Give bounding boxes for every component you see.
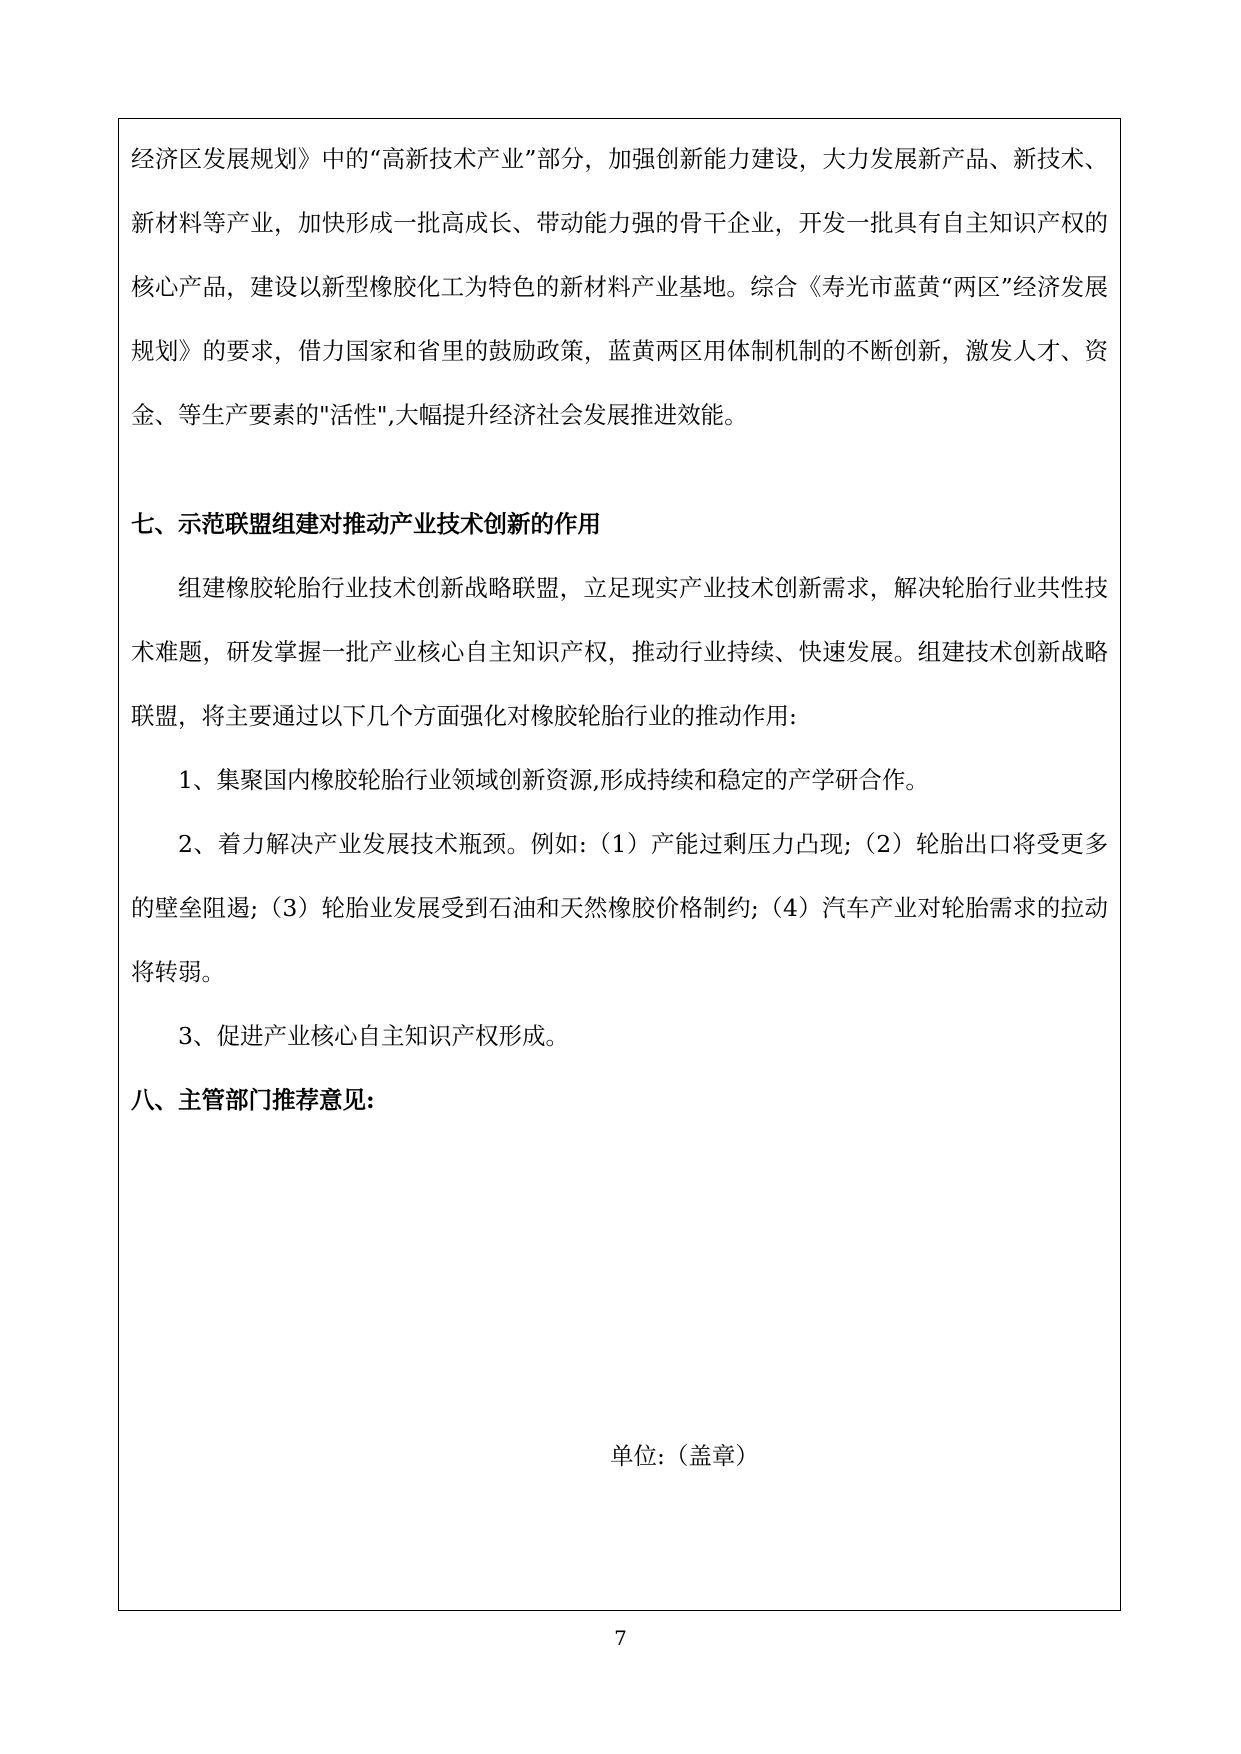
page-number: 7 xyxy=(614,1626,627,1650)
section7-item-1: 1、集聚国内橡胶轮胎行业领域创新资源,形成持续和稳定的产学研合作。 xyxy=(178,766,929,794)
section7-intro-paragraph: 组建橡胶轮胎行业技术创新战略联盟，立足现实产业技术创新需求，解决轮胎行业共性技术难题，研发掌握一批产业核心自主知识产权，推动行业持续、快速发展。组建技术创新战略联盟，将主要通过以下几个方面强化对橡胶轮胎行业的推动作用: xyxy=(131,574,1108,730)
document-body xyxy=(131,127,1108,1132)
section6-continuation-paragraph: 经济区发展规划》中的“高新技术产业”部分，加强创新能力建设，大力发展新产品、新技术、新材料等产业，加快形成一批高成长、带动能力强的骨干企业，开发一批具有自主知识产权的核心产品，建设以新型橡胶化工为特色的新材料产业基地。综合《寿光市蓝黄“两区”经济发展规划》的要求，借力国家和省里的鼓励政策，蓝黄两区用体制机制的不断创新，激发人才、资金、等生产要素的"活性",大幅提升经济社会发展推进效能。 xyxy=(131,145,1108,429)
section8-heading: 八、主管部门推荐意见: xyxy=(131,1086,375,1114)
seal-signature-line: 单位:（盖章） xyxy=(610,1442,759,1470)
section7-heading: 七、示范联盟组建对推动产业技术创新的作用 xyxy=(131,510,601,538)
form-table-cell xyxy=(118,118,1121,1611)
section7-item-3: 3、促进产业核心自主知识产权形成。 xyxy=(178,1022,569,1050)
section7-item-2: 2、着力解决产业发展技术瓶颈。例如:（1）产能过剩压力凸现;（2）轮胎出口将受更多的壁垒阻遏;（3）轮胎业发展受到石油和天然橡胶价格制约;（4）汽车产业对轮胎需求的拉动将转弱。 xyxy=(131,830,1108,986)
